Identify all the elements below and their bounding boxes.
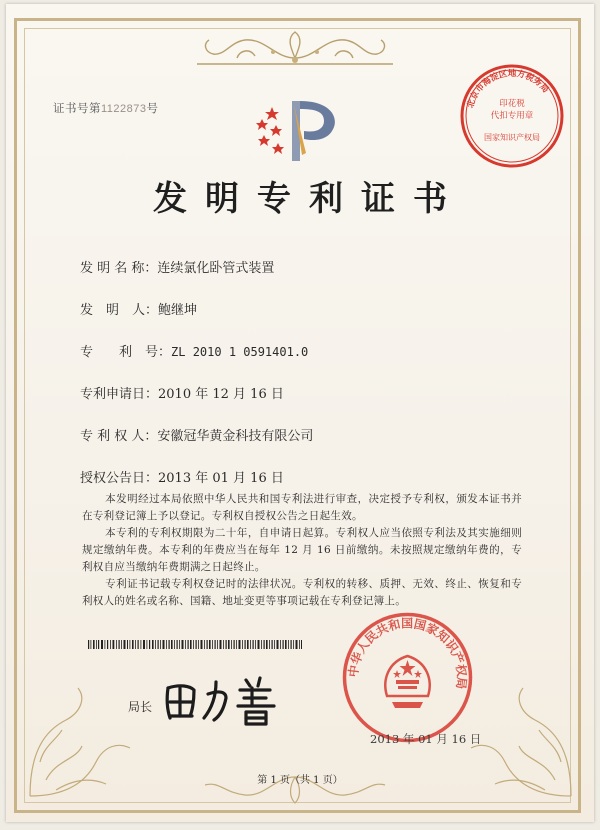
patent-office-logo — [250, 95, 350, 165]
patentee-value: 安徽冠华黄金科技有限公司 — [157, 429, 314, 444]
tax-seal-center-line2: 代扣专用章 — [490, 111, 534, 121]
patent-office-seal — [340, 610, 475, 745]
body-paragraph-1 — [82, 491, 522, 525]
tax-seal-stamp — [458, 62, 566, 170]
patentee-row — [80, 425, 313, 444]
tax-seal-center-line1: 印花税 — [499, 99, 525, 109]
tax-seal-ring-text: 北京市海淀区地方税务局 — [465, 68, 551, 110]
grant-date-value: 2013 年 01 月 16 日 — [158, 471, 284, 486]
body-paragraph-2-text: 本专利的专利权期限为二十年，自申请日起算。专利权人应当依照专利法及其实施细则规定缴纳年费。本专利的年费应当在每年 12 月 16 日前缴纳。未按照规定缴纳年费的，专利权自应当缴纳年费期满之日起终止。 — [82, 527, 522, 573]
grant-date-label: 授权公告日： — [80, 471, 159, 486]
tax-seal-inner-line: 国家知识产权局 — [484, 133, 540, 142]
inventor-label: 发 明 人： — [80, 303, 159, 318]
filing-date-row — [80, 383, 284, 402]
filing-date-label: 专利申请日： — [80, 387, 159, 402]
body-paragraph-3 — [82, 576, 522, 610]
svg-text:中华人民共和国国家知识产权局 — [345, 616, 470, 690]
director-signature — [160, 672, 290, 728]
inventor-row — [80, 299, 197, 318]
director-label: 局长 — [128, 700, 153, 714]
invention-name-value: 连续氯化卧管式装置 — [157, 261, 275, 276]
patentee-label: 专 利 权 人： — [80, 429, 158, 444]
patent-number-row — [80, 341, 308, 360]
national-emblem-icon — [385, 656, 429, 708]
invention-name-label: 发 明 名 称： — [80, 261, 158, 276]
certificate-number-value: 1122873 — [101, 103, 147, 115]
barcode — [88, 640, 302, 649]
page-number-footer: 第 1 页（共 1 页） — [257, 775, 343, 786]
certificate-title: 发明专利证书 — [153, 179, 465, 219]
filing-date-value: 2010 年 12 月 16 日 — [158, 387, 284, 402]
top-scroll-ornament — [195, 28, 395, 70]
body-paragraph-3-text: 专利证书记载专利权登记时的法律状况。专利权的转移、质押、无效、终止、恢复和专利权人的姓名或名称、国籍、地址变更等事项记载在专利登记簿上。 — [82, 578, 522, 607]
certificate-number-suffix: 号 — [146, 101, 159, 115]
patent-number-value: ZL 2010 1 0591401.0 — [171, 345, 309, 359]
certificate-number-label: 证书号第 — [53, 101, 101, 115]
body-paragraph-1-text: 本发明经过本局依照中华人民共和国专利法进行审查，决定授予专利权，颁发本证书并在专利登记簿上予以登记。专利权自授权公告之日起生效。 — [82, 493, 522, 522]
patent-number-label: 专 利 号： — [80, 345, 172, 360]
certificate-number — [53, 100, 159, 116]
grant-date-row — [80, 467, 284, 486]
body-paragraph-2 — [82, 525, 522, 576]
seal-date: 2013 年 01 月 16 日 — [370, 732, 482, 746]
inventor-value: 鲍继坤 — [158, 303, 198, 318]
patent-office-seal-ring-text: 中华人民共和国国家知识产权局 — [346, 616, 469, 690]
invention-name-row — [80, 257, 274, 276]
